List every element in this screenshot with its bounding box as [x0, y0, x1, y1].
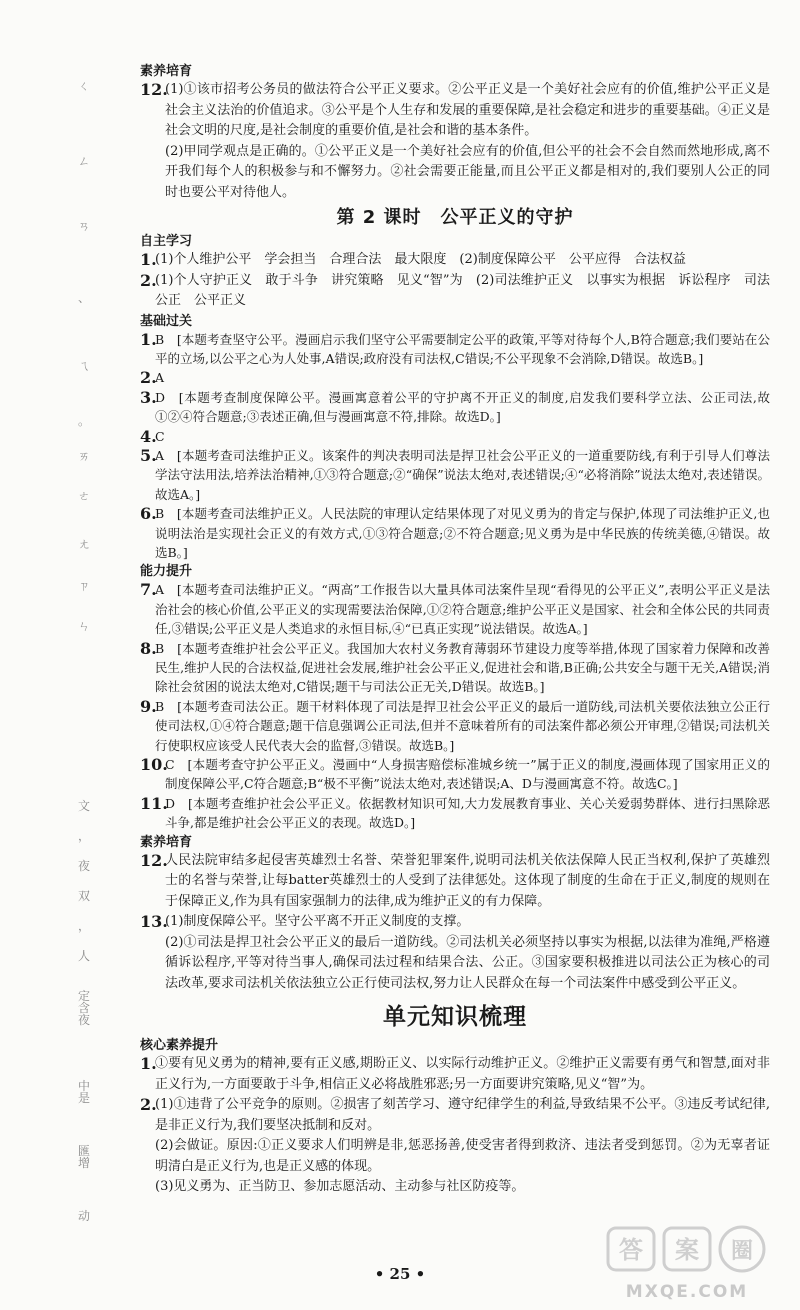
watermark-badge-icon: [602, 1222, 772, 1278]
answer-text: (1)制度保障公平。坚守公平离不开正义制度的支撑。: [165, 914, 470, 930]
answer-item: [140, 271, 770, 312]
answer-item: [140, 912, 770, 994]
margin-mark: 动: [78, 1209, 91, 1223]
margin-mark: ㄞ: [78, 449, 91, 463]
item-number: 2 .: [140, 1095, 157, 1114]
item-number: 8 .: [140, 639, 157, 658]
item-number: 9 .: [140, 697, 157, 716]
margin-mark: 文: [78, 799, 91, 813]
margin-mark: 。: [78, 414, 91, 428]
lesson-title: 第 2 课时 公平正义的守护: [336, 207, 574, 228]
item-number: 10 .: [140, 755, 168, 774]
section-heading: 能力提升: [140, 564, 193, 580]
answer-text: A [本题考查司法维护正义。“两高”工作报告以大量具体司法案件呈现“看得见的公平正义”,表明公平正义是法治社会的核心价值,公平正义的实现需要法治保障,①②符合题意;维护公平正义是国家、社会和全体公民的共同责任,③错误;公平正义是人类追求的永恒目标,④“已真正实现”说法错误。故选A。]: [155, 582, 770, 637]
answer-item: [140, 504, 770, 562]
answer-item: [140, 250, 770, 271]
margin-mark: ㄜ: [78, 489, 91, 503]
item-number: 7 .: [140, 580, 157, 599]
answer-text: B [本题考查司法维护正义。人民法院的审理认定结果体现了对见义勇为的肯定与保护,体现了司法维护正义,也说明法治是实现社会正义的有效方式,①③符合题意;②不符合题意;见义勇为是中华民族的传统美德,④错误。故选B。]: [155, 506, 770, 560]
item-number: 1 .: [140, 330, 157, 349]
watermark-text: MXQE.COM: [625, 1282, 749, 1302]
answer-page: [140, 62, 770, 1198]
answer-text: B [本题考查司法公正。题干材料体现了司法是捍卫社会公平正义的最后一道防线,司法机关要依法独立公正行使司法权,①④符合题意;题干信息强调公正司法,但并不意味着所有的司法案件都必须公开审理,②错误;司法机关行使职权应该受人民代表大会的监督,③错误。故选B。]: [155, 698, 770, 753]
answer-item: [140, 1095, 770, 1198]
answer-item: [140, 80, 770, 203]
answer-text: ①要有见义勇为的精神,要有正义感,期盼正义、以实际行动维护正义。②维护正义需要有勇气和智慧,面对非正义行为,一方面要敢于斗争,相信正义必将战胜邪恶;另一方面要讲究策略,见义“智”为。: [155, 1056, 770, 1092]
answer-item: [140, 1054, 770, 1095]
page-number: • 25 •: [374, 1265, 426, 1283]
answer-text: 人民法院审结多起侵害英雄烈士名誉、荣誉犯罪案件,说明司法机关依法保障人民正当权利,保护了英雄烈士的名誉与荣誉,让每batter英雄烈士的人受到了法律惩处。这体现了制度的生命在于正义,制度的规则在于保障正义,作为具有国家强制力的法律,成为维护正义的有力保障。: [165, 852, 770, 909]
answer-item: [140, 446, 770, 504]
margin-mark: 双: [78, 889, 91, 903]
item-number: 2 .: [140, 368, 157, 387]
answer-text: B [本题考查坚守公平。漫画启示我们坚守公平需要制定公平的政策,平等对待每个人,B符合题意;我们要站在公平的立场,以公平之心为人处事,A错误;政府没有司法权,C错误;不公平现象不会消除,D错误。故选B。]: [155, 331, 770, 366]
margin-mark: 、: [78, 291, 91, 305]
item-number: 1 .: [140, 1054, 157, 1073]
margin-mark: 匯增: [78, 1144, 91, 1170]
answer-text: (1)①该市招考公务员的做法符合公平正义要求。②公平正义是一个美好社会应有的价值,维护公平正义是社会主义法治的价值追求。③公平是个人生存和发展的重要保障,是社会稳定和进步的重要基础。④正义是社会文明的尺度,是社会制度的重要价值,是社会和谐的基本条件。: [165, 82, 770, 138]
margin-mark: 人: [78, 949, 91, 963]
section-heading: 核心素养提升: [140, 1038, 219, 1054]
margin-mark: ，: [78, 919, 91, 933]
answer-item: [140, 755, 770, 794]
margin-mark: 中是: [78, 1079, 91, 1105]
svg-text:答: 答: [619, 1236, 643, 1264]
answer-item: [140, 330, 770, 369]
item-number: 12 .: [140, 851, 168, 870]
section-heading: 自主学习: [140, 234, 193, 249]
answer-item: [140, 427, 770, 446]
margin-mark: ㄑ: [78, 79, 91, 93]
answer-text: (1)①违背了公平竞争的原则。②损害了刻苦学习、遵守纪律学生的利益,导致结果不公平。③违反考试纪律,是非正义行为,我们要坚决抵制和反对。: [155, 1097, 770, 1133]
item-number: 5 .: [140, 446, 157, 465]
margin-mark: 夜: [78, 859, 91, 873]
watermark-logo: [602, 1222, 772, 1302]
svg-text:案: 案: [675, 1236, 699, 1264]
answer-item: [140, 388, 770, 427]
margin-mark: ㄢ: [78, 219, 91, 233]
unit-title: 单元知识梳理: [383, 1004, 527, 1031]
item-number: 1 .: [140, 250, 157, 269]
answer-item: [140, 851, 770, 913]
answer-item: [140, 794, 770, 833]
answer-text: (3)见义勇为、正当防卫、参加志愿活动、主动参与社区防疫等。: [155, 1179, 525, 1195]
margin-mark: 定含夜: [78, 989, 91, 1027]
margin-mark: ㄤ: [78, 537, 91, 551]
answer-text: (1)个人维护公平 学会担当 合理合法 最大限度 (2)制度保障公平 公平应得 合法权益: [155, 252, 686, 267]
margin-mark: ㄟ: [78, 359, 91, 373]
answer-text: (1)个人守护正义 敢于斗争 讲究策略 见义“智”为 (2)司法维护正义 以事实为根据 诉讼程序 司法公正 公平正义: [155, 272, 770, 308]
margin-mark: ，: [78, 829, 91, 843]
item-number: 4 .: [140, 427, 157, 446]
answer-text: (2)①司法是捍卫社会公平正义的最后一道防线。②司法机关必须坚持以事实为根据,以法律为准绳,严格遵循诉讼程序,平等对待当事人,确保司法过程和结果合法、公正。③国家要积极推进以司法公正为核心的司法改革,要求司法机关依法独立公正行使司法权,努力让人民群众在每一个司法案件中感受到公平正义。: [165, 934, 770, 991]
item-number: 6 .: [140, 504, 157, 523]
answer-item: [140, 639, 770, 697]
margin-mark: ㄣ: [78, 619, 91, 633]
item-number: 3 .: [140, 388, 157, 407]
answer-text: C [本题考查守护公平正义。漫画中“人身损害赔偿标准城乡统一”属于正义的制度,漫画体现了国家用正义的制度保障公平,C符合题意;B“极不平衡”说法太绝对,表述错误;A、D与漫画寓意不符。故选C。]: [165, 757, 770, 792]
answer-text: A [本题考查司法维护正义。该案件的判决表明司法是捍卫社会公平正义的一道重要防线,有利于引导人们尊法学法守法用法,培养法治精神,①③符合题意;②“确保”说法太绝对,表述错误;④“必将消除”说法太绝对,表述错误。故选A。]: [155, 447, 770, 502]
section-heading: 素养培育: [140, 834, 193, 850]
answer-text: B [本题考查维护社会公平正义。我国加大农村义务教育薄弱环节建设力度等举措,体现了国家着力保障和改善民生,维护人民的合法权益,促进社会发展,维护社会公平正义,促进社会和谐,B正确;公共安全与题干无关,A错误;消除社会贫困的说法太绝对,C错误;题干与司法公正无关,D错误。故选B。]: [155, 640, 770, 695]
item-number: 12 .: [140, 80, 168, 99]
answer-text: (2)会做证。原因:①正义要求人们明辨是非,惩恶扬善,使受害者得到救济、违法者受到惩罚。②为无辜者证明清白是正义行为,也是正义感的体现。: [155, 1138, 770, 1174]
answer-text: (2)甲同学观点是正确的。①公平正义是一个美好社会应有的价值,但公平的社会不会自然而然地形成,离不开我们每个人的积极参与和不懈努力。②社会需要正能量,而且公平正义都是相对的,我们要别人公正的同时也要公平对待他人。: [165, 143, 770, 200]
answer-item: [140, 580, 770, 638]
margin-mark: ㄥ: [78, 154, 91, 168]
answer-item: [140, 368, 770, 387]
answer-text: D [本题考查维护社会公平正义。依据教材知识可知,大力发展教育事业、关心关爱弱势群体、进行扫黑除恶斗争,都是维护社会公平正义的表现。故选D。]: [165, 795, 770, 831]
answer-text: A: [155, 370, 165, 386]
answer-item: [140, 697, 770, 755]
answer-text: C: [155, 428, 165, 444]
item-number: 2 .: [140, 271, 157, 290]
section-heading: 基础过关: [140, 313, 193, 329]
svg-text:圈: 圈: [730, 1239, 754, 1264]
section-heading: 素养培育: [140, 64, 193, 79]
answer-text: D [本题考查制度保障公平。漫画寓意着公平的守护离不开正义的制度,启发我们要科学立法、公正司法,故①②④符合题意;③表述正确,但与漫画寓意不符,排除。故选D。]: [155, 389, 770, 425]
margin-mark: ㄗ: [78, 579, 91, 593]
item-number: 13 .: [140, 912, 168, 931]
item-number: 11 .: [140, 794, 168, 813]
